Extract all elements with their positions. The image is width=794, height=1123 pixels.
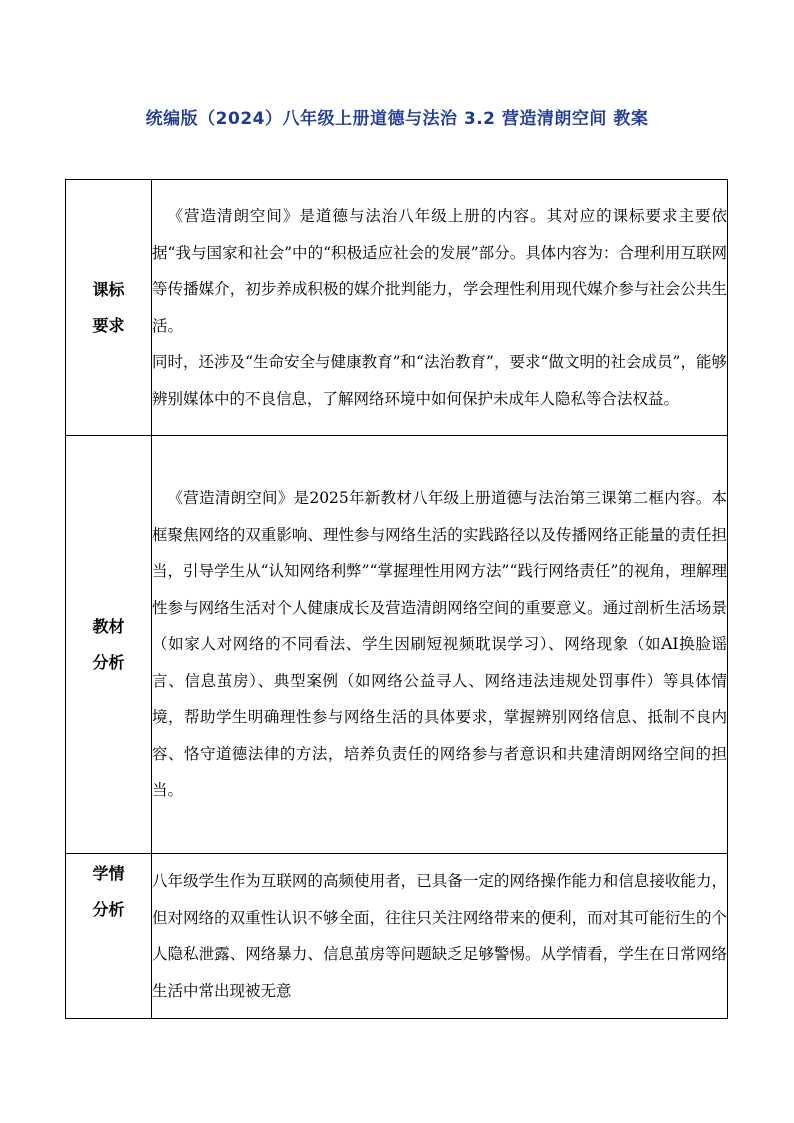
document-title: 统编版（2024）八年级上册道德与法治 3.2 营造清朗空间 教案	[145, 109, 649, 129]
paragraph: 同时，还涉及“生命安全与健康教育”和“法治教育”，要求“做文明的社会成员”，能够辨别媒体中的不良信息，了解网络环境中如何保护未成年人隐私等合法权益。	[152, 353, 727, 408]
row-label-textbook-analysis	[66, 436, 152, 854]
table-row	[66, 854, 728, 1019]
row-label-line: 课标	[92, 279, 125, 299]
paragraph: 《营造清朗空间》是2025年新教材八年级上册道德与法治第三课第二框内容。本框聚焦网络的双重影响、理性参与网络生活的实践路径以及传播网络正能量的责任担当，引导学生从“认知网络利弊”“掌握理性用网方法”“践行网络责任”的视角，理解理性参与网络生活对个人健康成长及营造清朗网络空间的重要意义。通过剖析生活场景（如家人对网络的不同看法、学生因刷短视频耽误学习）、网络现象（如AI换脸谣言、信息茧房）、典型案例（如网络公益寻人、网络违法违规处罚事件）等具体情境，帮助学生明确理性参与网络生活的具体要求，掌握辨别网络信息、抵制不良内容、恪守道德法律的方法，培养负责任的网络参与者意识和共建清朗网络空间的担当。	[152, 489, 727, 800]
row-label-line: 学情	[92, 864, 125, 883]
table-row	[66, 436, 728, 854]
row-content-curriculum-standards	[152, 180, 728, 436]
row-label-line: 分析	[92, 652, 125, 672]
row-content-textbook-analysis	[152, 436, 728, 854]
paragraph: 八年级学生作为互联网的高频使用者，已具备一定的网络操作能力和信息接收能力，但对网络的双重性认识不够全面，往往只关注网络带来的便利，而对其可能衍生的个人隐私泄露、网络暴力、信息茧房等问题缺乏足够警惕。从学情看，学生在日常网络生活中常出现被无意	[152, 872, 727, 1000]
row-label-line: 分析	[92, 900, 125, 919]
row-content-learner-analysis	[152, 854, 728, 1019]
paragraph: 《营造清朗空间》是道德与法治八年级上册的内容。其对应的课标要求主要依据“我与国家和社会”中的“积极适应社会的发展”部分。具体内容为：合理利用互联网等传播媒介，初步养成积极的媒介批判能力，学会理性利用现代媒介参与社会公共生活。	[152, 207, 727, 335]
row-label-curriculum-standards	[66, 180, 152, 436]
row-label-learner-analysis	[66, 854, 152, 1019]
lesson-plan-table	[65, 179, 728, 1019]
row-label-line: 要求	[92, 315, 125, 335]
row-label-line: 教材	[92, 616, 125, 636]
table-row	[66, 180, 728, 436]
